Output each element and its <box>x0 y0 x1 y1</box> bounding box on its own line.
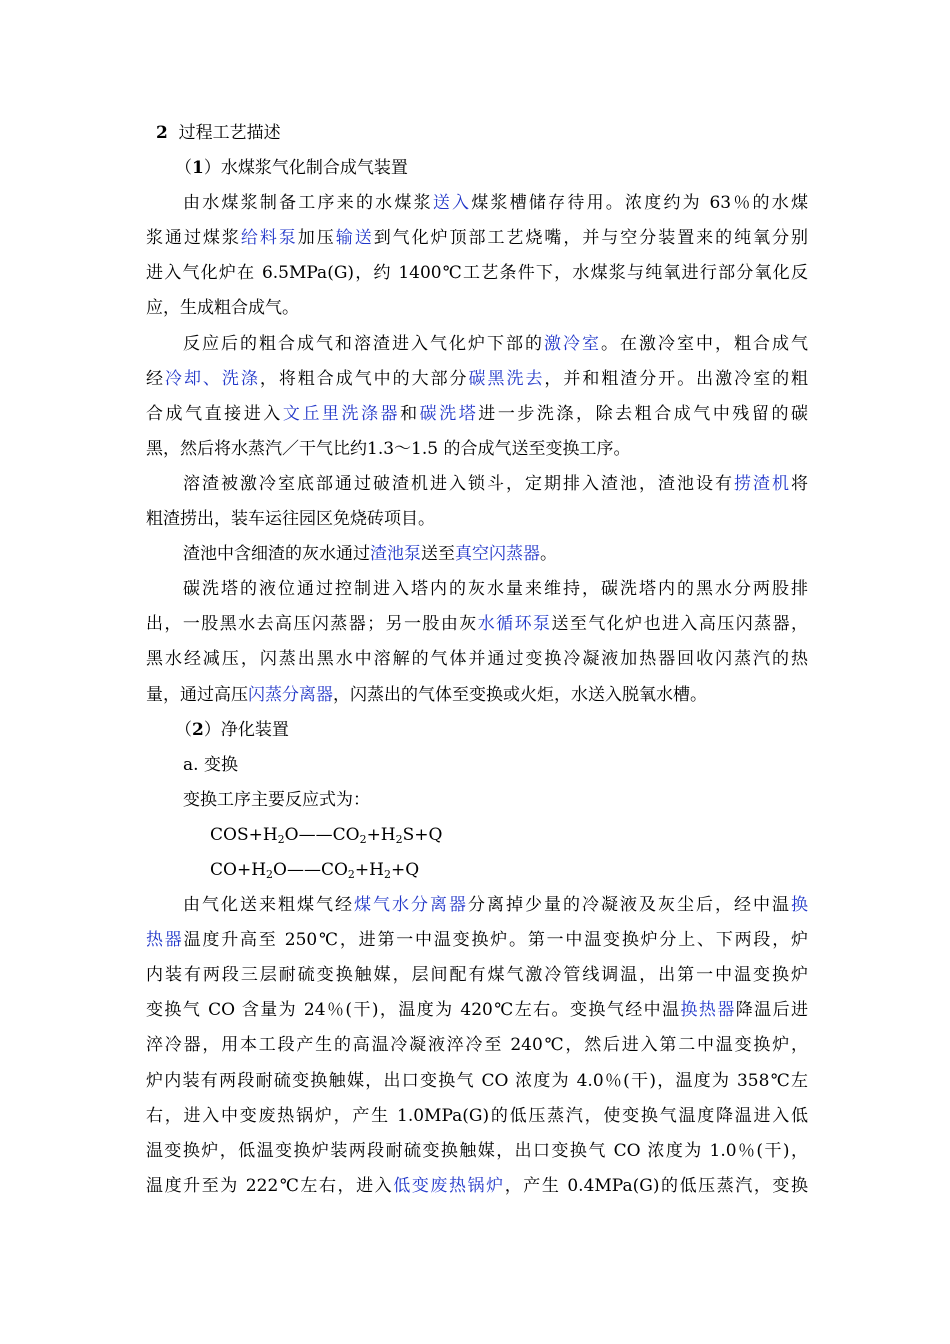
subsection-title: 净化装置 <box>220 719 289 740</box>
paragraph-line <box>146 467 808 502</box>
section-heading <box>146 116 808 151</box>
term-link[interactable]: 换热器 <box>680 1000 736 1021</box>
subsection-title: 水煤浆气化制合成气装置 <box>220 158 408 179</box>
paragraph-line <box>146 186 808 221</box>
paragraph-line <box>146 327 808 362</box>
text-run: 送至气化炉也进入高压闪蒸器， <box>551 614 809 635</box>
text-run: 降温后进 <box>735 1000 809 1021</box>
heading-title: 过程工艺描述 <box>178 123 281 143</box>
text-run: 分离掉少量的冷凝液及灰尘后，经中温 <box>468 895 791 916</box>
text-run: 和 <box>400 403 420 424</box>
text-run: ，产生 0.4MPa(G)的低压蒸汽，变换 <box>504 1175 809 1196</box>
equation-2 <box>146 853 808 888</box>
text-run: 量，通过高压 <box>146 684 248 705</box>
eq-part: O——CO <box>273 859 348 880</box>
paragraph-line: 炉内装有两段耐硫变换触媒，出口变换气 CO 浓度为 4.0％(干)，温度为 358℃左 <box>146 1070 808 1091</box>
text-run: ，并和粗渣分开。出激冷室的粗 <box>544 368 809 389</box>
paragraph-line <box>146 397 808 432</box>
term-link[interactable]: 碳洗塔 <box>419 403 479 424</box>
text-run: 由气化送来粗煤气经 <box>183 895 354 916</box>
subsection-heading-1: （1）水煤浆气化制合成气装置 <box>175 158 408 179</box>
text-run: 进一步洗涤，除去粗合成气中残留的碳 <box>478 403 809 424</box>
paragraph-line <box>146 923 808 958</box>
eq-sub: 2 <box>347 867 355 881</box>
text-run: 温度升至为 222℃左右，进入 <box>146 1175 394 1196</box>
paragraph-line <box>146 678 808 713</box>
text-run: 将 <box>791 473 808 494</box>
text-run: ，闪蒸出的气体至变换或火炬，水送入脱氧水槽。 <box>333 684 707 705</box>
paragraph-line: 粗渣捞出，装车运往园区免烧砖项目。 <box>146 509 435 530</box>
eq-sub: 2 <box>395 832 403 846</box>
paragraph-line: 进入气化炉在 6.5MPa(G)，约 1400℃工艺条件下，水煤浆与纯氧进行部分氧化反 <box>146 263 808 284</box>
paragraph-line <box>146 607 808 642</box>
reaction-intro: 变换工序主要反应式为： <box>183 789 370 810</box>
term-link[interactable]: 真空闪蒸器 <box>455 544 540 565</box>
text-run: 合成气直接进入 <box>146 403 283 424</box>
text-run: 浆通过煤浆 <box>146 228 241 249</box>
eq-part: CO+H <box>210 859 267 880</box>
text-run: 。在激冷室中，粗合成气 <box>601 333 808 354</box>
eq-part: +H <box>366 824 396 845</box>
text-run: 送至 <box>421 544 455 565</box>
paragraph-line <box>146 537 808 572</box>
term-link[interactable]: 渣池泵 <box>370 544 421 565</box>
paragraph-line <box>146 362 808 397</box>
eq-part: O——CO <box>284 824 360 845</box>
document-body <box>146 116 808 1204</box>
subsection-number: 1 <box>192 158 204 179</box>
paragraph-line <box>146 993 808 1028</box>
eq-sub: 2 <box>277 832 285 846</box>
text-run: 温度升高至 250℃，进第一中温变换炉。第一中温变换炉分上、下两段，炉 <box>183 930 809 951</box>
text-run: 由水煤浆制备工序来的水煤浆 <box>183 193 433 214</box>
term-link[interactable]: 激冷室 <box>544 333 601 354</box>
eq-part: +Q <box>390 859 420 880</box>
text-run: 反应后的粗合成气和溶渣进入气化炉下部的 <box>183 333 544 354</box>
heading-number: 2 <box>156 123 168 143</box>
term-link[interactable]: 碳黑洗去 <box>468 368 545 389</box>
paragraph-line <box>146 221 808 256</box>
sub-item-heading: a. 变换 <box>183 754 238 775</box>
paragraph-line: 右，进入中变废热锅炉，产生 1.0MPa(G)的低压蒸汽，使变换气温度降温进入低 <box>146 1105 808 1126</box>
text-run: 加压 <box>297 228 336 249</box>
paragraph-line: 黑水经减压，闪蒸出黑水中溶解的气体并通过变换冷凝液加热器回收闪蒸汽的热 <box>146 649 808 670</box>
text-run: ，将粗合成气中的大部分 <box>259 368 469 389</box>
paragraph-line: 碳洗塔的液位通过控制进入塔内的灰水量来维持，碳洗塔内的黑水分两股排 <box>183 579 808 600</box>
text-run: 煤浆槽储存待用。浓度约为 63％的水煤 <box>471 193 808 214</box>
text-run: 经 <box>146 368 165 389</box>
term-link[interactable]: 水循环泵 <box>477 614 552 635</box>
term-link[interactable]: 煤气水分离器 <box>354 895 468 916</box>
term-link[interactable]: 热器 <box>146 930 184 951</box>
text-run: 。 <box>540 544 557 565</box>
eq-sub: 2 <box>359 832 367 846</box>
eq-part: COS+H <box>210 824 278 845</box>
text-run: 到气化炉顶部工艺烧嘴，并与空分装置来的纯氧分别 <box>373 228 809 249</box>
subsection-number: 2 <box>192 719 204 740</box>
term-link[interactable]: 文丘里洗涤器 <box>282 403 401 424</box>
text-run: 渣池中含细渣的灰水通过 <box>183 544 370 565</box>
paragraph-line <box>146 1169 808 1204</box>
eq-sub: 2 <box>266 867 274 881</box>
text-run: 出，一股黑水去高压闪蒸器；另一股由灰 <box>146 614 478 635</box>
term-link[interactable]: 捞渣机 <box>734 473 791 494</box>
term-link[interactable]: 冷却、洗涤 <box>164 368 260 389</box>
text-run: 变换气 CO 含量为 24％(干)，温度为 420℃左右。变换气经中温 <box>146 1000 681 1021</box>
paragraph-line: 内装有两段三层耐硫变换触媒，层间配有煤气激冷管线调温，出第一中温变换炉 <box>146 965 808 986</box>
eq-part: S+Q <box>402 824 443 845</box>
term-link[interactable]: 送入 <box>432 193 472 214</box>
eq-sub: 2 <box>383 867 391 881</box>
term-link[interactable]: 低变废热锅炉 <box>393 1175 505 1196</box>
eq-part: +H <box>354 859 384 880</box>
paragraph-line: 温变换炉，低温变换炉装两段耐硫变换触媒，出口变换气 CO 浓度为 1.0％(干)， <box>146 1140 808 1161</box>
text-run: 溶渣被激冷室底部通过破渣机进入锁斗，定期排入渣池，渣池设有 <box>183 473 734 494</box>
term-link[interactable]: 闪蒸分离器 <box>248 684 333 705</box>
subsection-heading-2: （2）净化装置 <box>175 719 289 740</box>
term-link[interactable]: 给料泵 <box>240 228 298 249</box>
term-link[interactable]: 换 <box>791 895 808 916</box>
paragraph-line <box>146 888 808 923</box>
paragraph-line: 淬冷器，用本工段产生的高温冷凝液淬冷至 240℃，然后进入第二中温变换炉， <box>146 1035 808 1056</box>
paragraph-line: 应，生成粗合成气。 <box>146 298 299 319</box>
equation-1 <box>146 818 808 853</box>
paragraph-line: 黑，然后将水蒸汽／干气比约1.3～1.5 的合成气送至变换工序。 <box>146 438 631 459</box>
term-link[interactable]: 输送 <box>335 228 374 249</box>
